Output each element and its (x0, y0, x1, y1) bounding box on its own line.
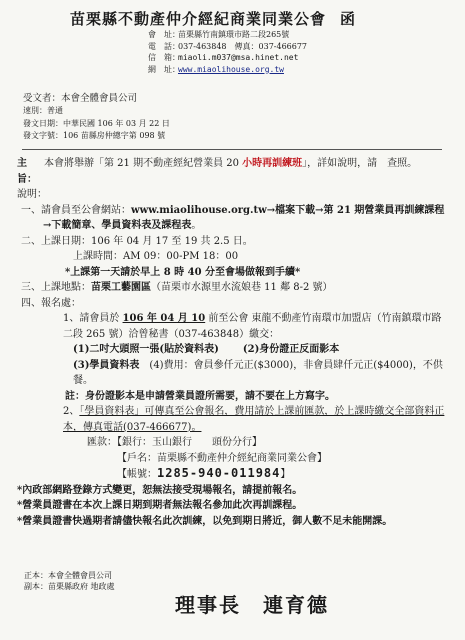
notice-2: *營業員證書在本次上課日期到期者無法報名參加此次再訓課程。 (17, 500, 303, 511)
venue: 苗栗工藝園區 (91, 282, 151, 293)
item-4: 四、報名處： (21, 297, 81, 309)
main-recipient: 正本：本會全體會員公司 (24, 571, 112, 580)
issue-date: 發文日期：中華民國 106 年 03 月 22 日 (23, 118, 170, 128)
requirements-row-1 (17, 342, 447, 358)
requirement-id: (2)身份證正反面影本 (242, 344, 340, 355)
item-3 (17, 280, 447, 296)
class-time: 上課時間：AM 09：00-PM 18：00 (73, 251, 239, 262)
item-2: 二、上課日期：106 年 04 月 17 至 19 共 2.5 日。 (21, 235, 253, 247)
letterhead-title (70, 8, 450, 29)
download-path[interactable]: www.miaolihouse.org.tw→檔案下載→第 21 期營業員再訓練課程→下載簡章、學員資料表及課程表 (43, 204, 445, 231)
address-label: 會 址： (148, 30, 180, 39)
copy-recipient: 副本：苗栗縣政府 地政處 (24, 582, 115, 591)
item-1-text: 一、請會員至公會網站： (21, 204, 131, 216)
notice-3: *營業員證書快過期者請儘快報名此次訓練，以免到期日將近，御人數不足未能開課。 (17, 515, 393, 527)
item-4-1 (17, 311, 447, 342)
web-label: 網 址： (148, 64, 180, 74)
email[interactable]: miaoli.m037@msa.hinet.net (178, 53, 299, 62)
org-title: 苗栗縣不動產仲介經紀商業同業公會 (70, 10, 327, 28)
account-label: 【帳號： (117, 469, 157, 480)
account-end: 】 (280, 469, 291, 480)
email-label: 信 箱： (148, 53, 180, 62)
requirement-fee: (4)費用：會員參仟元正($3000)，非會員肆仟元正($4000)，不供餐。 (73, 359, 443, 386)
subject-text-end: 」，詳如說明，請 查照。 (302, 158, 418, 169)
item-3-text: 三、上課地點： (21, 282, 91, 293)
account-number: 1285-940-011984 (157, 466, 281, 480)
document-meta (23, 93, 323, 142)
item-4-1-text: 1、請會員於 (63, 313, 123, 324)
item-1 (17, 203, 447, 234)
address: 苗栗縣竹南鎮環市路二段265號 (178, 30, 290, 39)
phone: 037-463848 傳真：037-466677 (178, 41, 308, 51)
item-4-2 (17, 404, 447, 435)
subject-highlight: 小時再訓練班 (242, 158, 303, 169)
explain-label: 說明： (17, 189, 47, 200)
form-fax-note: 「學員資料表」可傳真至公會報名，費用請於上課前匯款，於上課時繳交全部資料正本，傳真電話(037-466677)。 (63, 406, 445, 433)
deadline: 106 年 04 月 10 (122, 313, 206, 324)
requirements-row-2 (17, 358, 447, 389)
item-4-2-num: 2、 (63, 406, 80, 417)
subject-label: 主旨： (17, 158, 37, 185)
id-note: 註：身份證影本是申請營業員證所需要，請不要在上方寫字。 (65, 390, 335, 402)
checkin-note: *上課第一天請於早上 8 時 40 分至會場做報到手續* (65, 266, 301, 278)
item-4-1-detail: 前至公會 東龍不動產竹南環市加盟店（竹南鎮環市路二段 265 號）洽曾秘書（037-463848）繳交： (63, 313, 442, 340)
subject (17, 156, 447, 187)
recipient: 受文者：本會全體會員公司 (23, 93, 138, 104)
letter-body (17, 156, 447, 529)
account-number-row (17, 466, 447, 483)
item-1-end: 。 (191, 220, 202, 231)
phone-label: 電 話： (148, 41, 180, 51)
notice-1: *內政部網路登錄方式變更，恕無法接受現場報名，請提前報名。 (17, 484, 303, 496)
account-name: 【戶名：苗栗縣不動產仲介經紀商業同業公會】 (117, 452, 327, 464)
website-link[interactable]: www.miaolihouse.org.tw (178, 64, 284, 74)
chairman-signature: 理事長 連育德 (175, 593, 329, 617)
doc-type: 函 (340, 10, 357, 28)
divider (22, 149, 442, 150)
requirement-photo: (1)二吋大頭照一張(貼於資料表) (73, 344, 219, 355)
venue-address: （苗栗市水源里水流娘巷 11 鄰 8-2 號） (151, 282, 333, 293)
subject-text: 本會將舉辦「第 21 期不動產經紀營業員 20 (44, 158, 243, 169)
remittance: 匯款：【銀行：玉山銀行 頭份分行】 (87, 437, 262, 448)
document-number: 發文字號：106 苗縣房仲總字第 098 號 (23, 130, 166, 140)
requirement-form: (3)學員資料表 (73, 359, 140, 371)
contact-block (148, 29, 308, 75)
speed: 速別：普通 (23, 106, 63, 116)
